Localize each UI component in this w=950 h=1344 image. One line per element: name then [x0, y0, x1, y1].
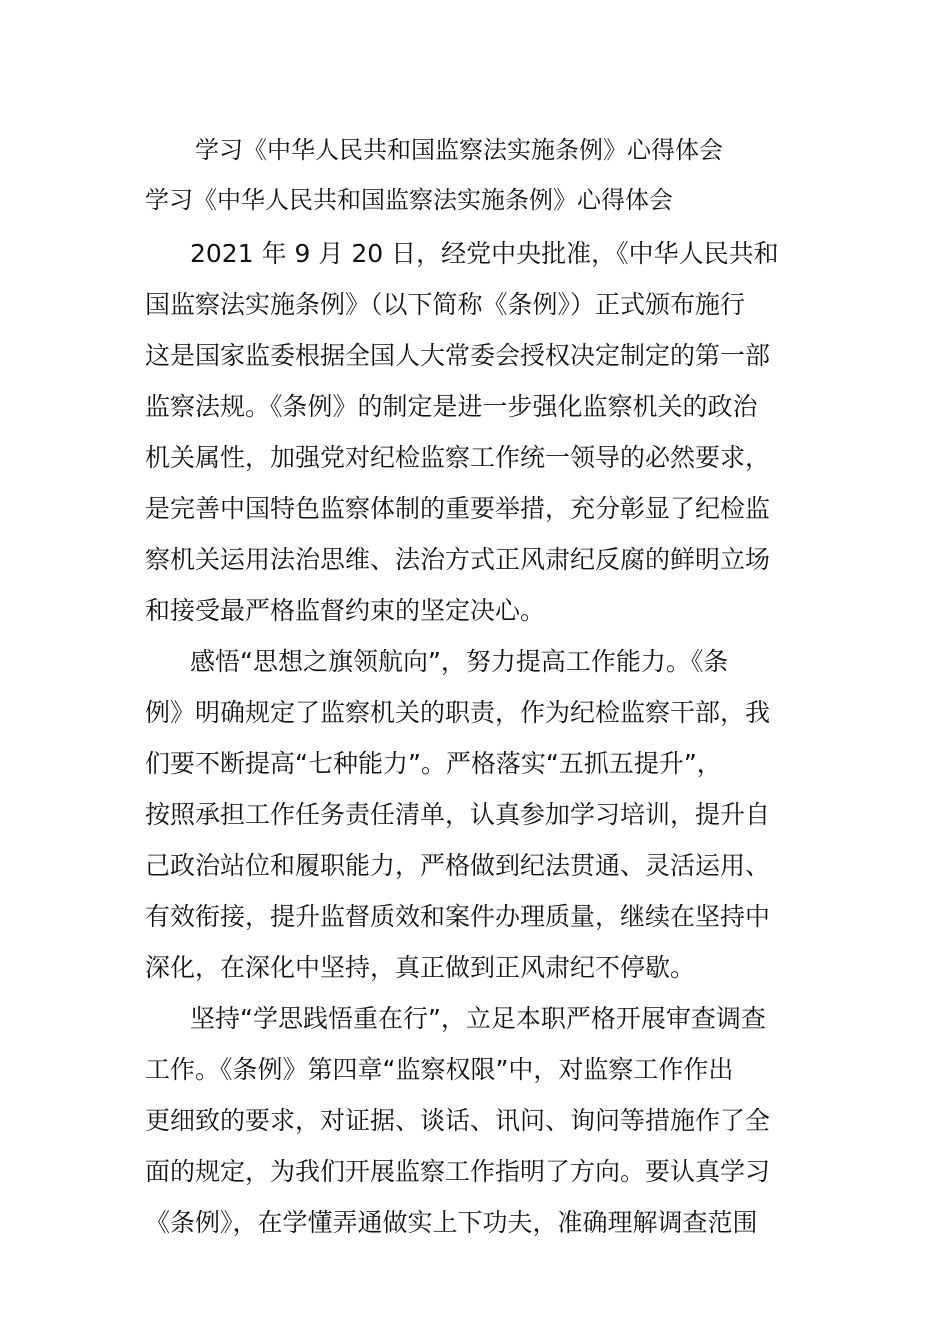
text-line: 工作。《条例》第四章“监察权限”中，对监察工作作出 [145, 1055, 734, 1084]
text-line: 坚持“学思践悟重在行”，立足本职严格开展审查调查 [190, 1004, 766, 1033]
text-line: 例》明确规定了监察机关的职责，作为纪检监察干部，我 [145, 698, 771, 727]
text-line: 监察法规。《条例》的制定是进一步强化监察机关的政治 [145, 392, 758, 421]
text-line: 面的规定，为我们开展监察工作指明了方向。要认真学习 [145, 1157, 771, 1186]
document-body [145, 228, 805, 1248]
text-line: 2021 年 9 月 20 日，经党中央批准，《中华人民共和 [190, 239, 779, 268]
text-line: 机关属性，加强党对纪检监察工作统一领导的必然要求， [145, 443, 771, 472]
document-subtitle: 学习《中华人民共和国监察法实施条例》心得体会 [145, 186, 673, 214]
text-line: 《条例》，在学懂弄通做实上下功夫，准确理解调查范围 [145, 1208, 758, 1237]
text-line: 按照承担工作任务责任清单，认真参加学习培训，提升自 [145, 800, 771, 829]
document-title: 学习《中华人民共和国监察法实施条例》心得体会 [195, 136, 723, 164]
text-line: 这是国家监委根据全国人大常委会授权决定制定的第一部 [145, 341, 771, 370]
text-line: 感悟“思想之旗领航向”，努力提高工作能力。《条 [190, 647, 729, 676]
text-line: 们要不断提高“七种能力”。严格落实“五抓五提升”， [145, 749, 722, 778]
text-line: 有效衔接，提升监督质效和案件办理质量，继续在坚持中 [145, 902, 771, 931]
text-line: 深化，在深化中坚持，真正做到正风肃纪不停歇。 [145, 953, 696, 982]
text-line: 己政治站位和履职能力，严格做到纪法贯通、灵活运用、 [145, 851, 771, 880]
text-line: 和接受最严格监督约束的坚定决心。 [145, 596, 546, 625]
text-line: 更细致的要求，对证据、谈话、讯问、询问等措施作了全 [145, 1106, 771, 1135]
text-line: 察机关运用法治思维、法治方式正风肃纪反腐的鲜明立场 [145, 545, 771, 574]
text-line: 是完善中国特色监察体制的重要举措，充分彰显了纪检监 [145, 494, 771, 523]
text-line: 国监察法实施条例》（以下简称《条例》）正式颁布施行 [145, 290, 746, 319]
